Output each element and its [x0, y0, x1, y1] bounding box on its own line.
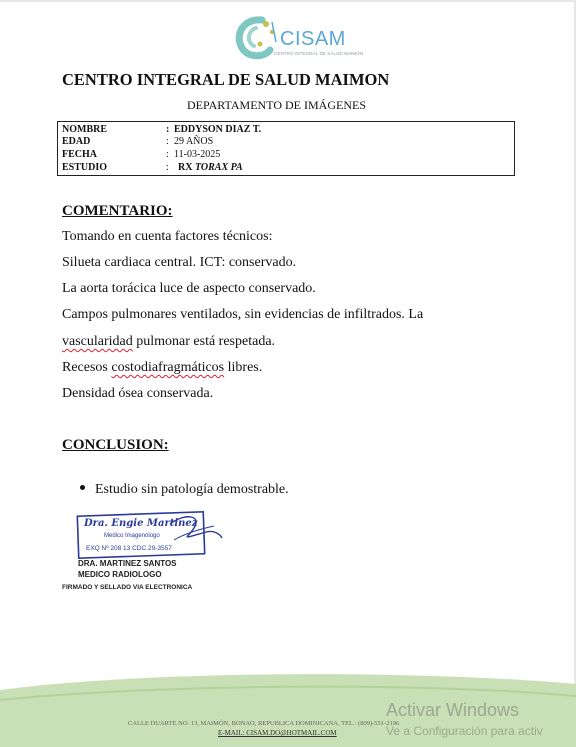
- info-label: NOMBRE: [62, 124, 107, 135]
- info-label: ESTUDIO: [62, 162, 108, 173]
- comment-line: Densidad ósea conservada.: [62, 386, 214, 401]
- conclusion-text: Estudio sin patología demostrable.: [95, 482, 289, 497]
- comment-line-rest: pulmonar está respetada.: [132, 334, 276, 349]
- comment-line: Campos pulmonares ventilados, sin evidencias de infiltrados. La: [62, 307, 424, 322]
- patient-name: EDDYSON DIAZ T.: [174, 124, 262, 135]
- comment-line: Tomando en cuenta factores técnicos:: [62, 229, 273, 244]
- logo-subtitle: CENTRO INTEGRAL DE SALUD MAIMÓN: [274, 51, 364, 56]
- doctor-stamp: [74, 510, 224, 565]
- comment-line: La aorta torácica luce de aspecto conservado.: [62, 281, 316, 296]
- spellcheck-word: costodiafragmáticos: [111, 360, 225, 375]
- department-title: DEPARTAMENTO DE IMÁGENES: [187, 98, 366, 112]
- info-separator: :: [166, 162, 169, 173]
- windows-activation-subtitle: Ve a Configuración para activ: [386, 724, 543, 738]
- signature-name: DRA. MARTINEZ SANTOS: [78, 559, 177, 568]
- study-type-prefix: RX: [178, 162, 193, 173]
- bullet-icon: [80, 485, 85, 490]
- spellcheck-word: vascularidad: [62, 334, 133, 349]
- signature-title: MEDICO RADIOLOGO: [78, 570, 162, 579]
- patient-info-box: [57, 121, 515, 176]
- footer-address: CALLE DUARTE NO. 13, MAIMÓN, BONAO, REPUBLICA DOMINICANA, TEL.: (809)-551-2196: [128, 720, 400, 727]
- logo-wordmark: CISAM: [280, 28, 346, 50]
- stamp-doctor-name: Dra. Engie Martinez: [84, 518, 198, 529]
- comment-line: Silueta cardiaca central. ICT: conservado.: [62, 255, 297, 270]
- clinic-title: CENTRO INTEGRAL DE SALUD MAIMON: [62, 70, 390, 89]
- signature-note: FIRMADO Y SELLADO VIA ELECTRONICA: [62, 584, 193, 591]
- info-separator: :: [166, 124, 170, 135]
- comment-line: [62, 360, 262, 376]
- page-top-edge: [0, 0, 576, 2]
- study-type: [178, 162, 243, 174]
- info-label: FECHA: [62, 149, 97, 160]
- patient-age: 29 AÑOS: [174, 136, 214, 147]
- info-label: EDAD: [62, 136, 91, 147]
- footer-email[interactable]: E-MAIL: CISAM.DO@HOTMAIL.COM: [218, 729, 337, 737]
- comment-line-start: Recesos: [62, 360, 112, 375]
- windows-activation-title: Activar Windows: [386, 700, 520, 720]
- study-date: 11-03-2025: [174, 149, 221, 160]
- cisam-logo: [232, 14, 364, 64]
- info-separator: :: [166, 149, 169, 160]
- info-separator: :: [166, 136, 169, 147]
- comment-line: [62, 334, 275, 350]
- stamp-role: Medico Imagenólogo: [104, 533, 160, 539]
- comment-line-rest: libres.: [224, 360, 263, 375]
- stamp-exequatur: EXQ Nº 208 13 CDC 29-3557: [86, 545, 172, 552]
- conclusion-heading: CONCLUSION:: [62, 437, 169, 453]
- study-type-suffix: TORAX PA: [194, 162, 243, 173]
- conclusion-item: [80, 482, 289, 498]
- comment-heading: COMENTARIO:: [62, 203, 173, 219]
